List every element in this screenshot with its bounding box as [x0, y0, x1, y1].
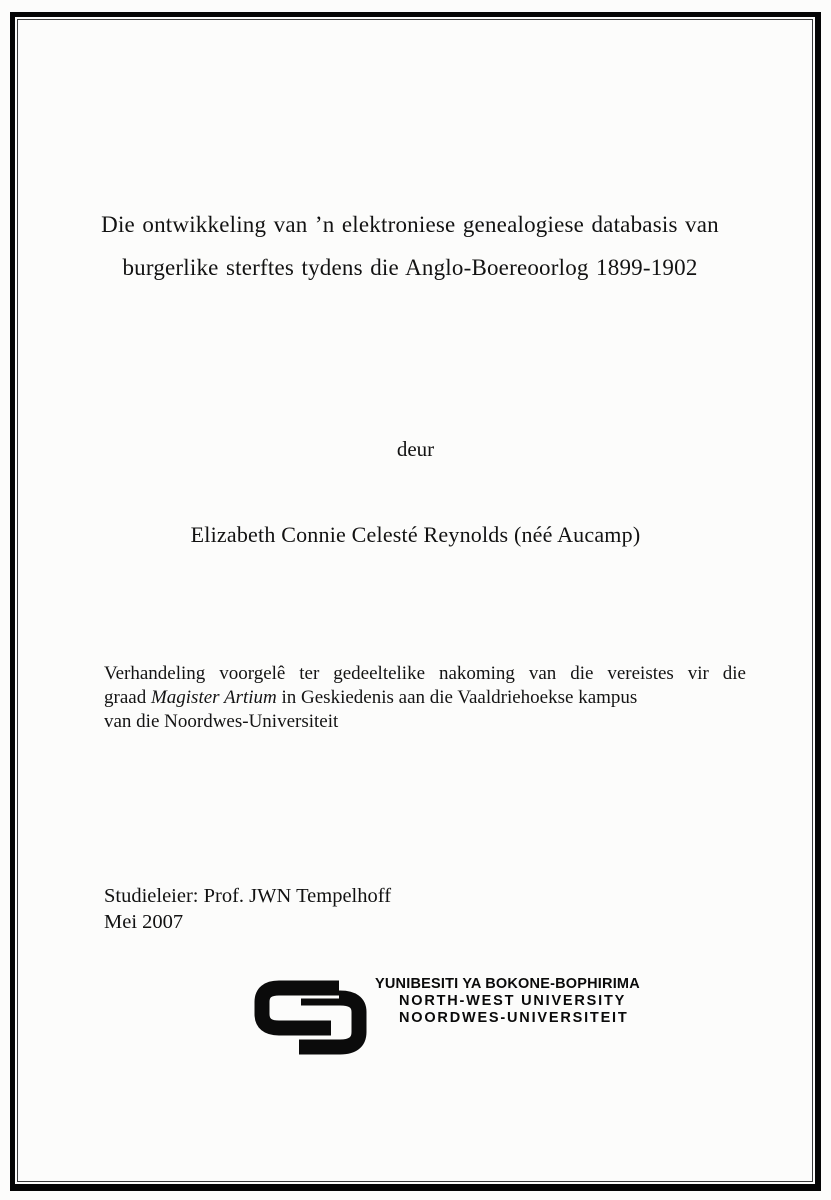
degree-statement-line2	[104, 686, 746, 710]
logo-line-english: NORTH-WEST UNIVERSITY	[399, 993, 627, 1009]
degree-statement-line1: Verhandeling voorgelê ter gedeeltelike nakoming van die vereistes vir die	[104, 663, 746, 684]
nwu-chain-links-icon	[254, 968, 370, 1056]
degree-statement-line2-post: in Geskiedenis aan die Vaaldriehoekse kampus	[281, 687, 638, 708]
author-name: Elizabeth Connie Celesté Reynolds (néé Aucamp)	[190, 522, 641, 547]
thesis-title-line2: burgerlike sterftes tydens die Anglo-Boereoorlog 1899-1902	[122, 255, 698, 280]
degree-name-italic: Magister Artium	[150, 687, 277, 708]
by-label: deur	[396, 437, 435, 461]
degree-statement-line3: van die Noordwes-Universiteit	[104, 711, 339, 732]
university-logo-text	[375, 976, 640, 1027]
date-line: Mei 2007	[104, 910, 184, 933]
logo-line-afrikaans: NOORDWES-UNIVERSITEIT	[399, 1010, 629, 1026]
thesis-title	[55, 203, 765, 289]
degree-statement	[104, 662, 746, 734]
supervisor-block	[104, 884, 391, 935]
supervisor-line: Studieleier: Prof. JWN Tempelhoff	[104, 885, 392, 907]
logo-line-setswana: YUNIBESITI YA BOKONE-BOPHIRIMA	[375, 976, 640, 992]
thesis-title-line1: Die ontwikkeling van ’n elektroniese genealogiese databasis van	[101, 212, 719, 237]
degree-statement-line2-pre: graad	[104, 687, 147, 708]
university-logo	[254, 968, 640, 1056]
